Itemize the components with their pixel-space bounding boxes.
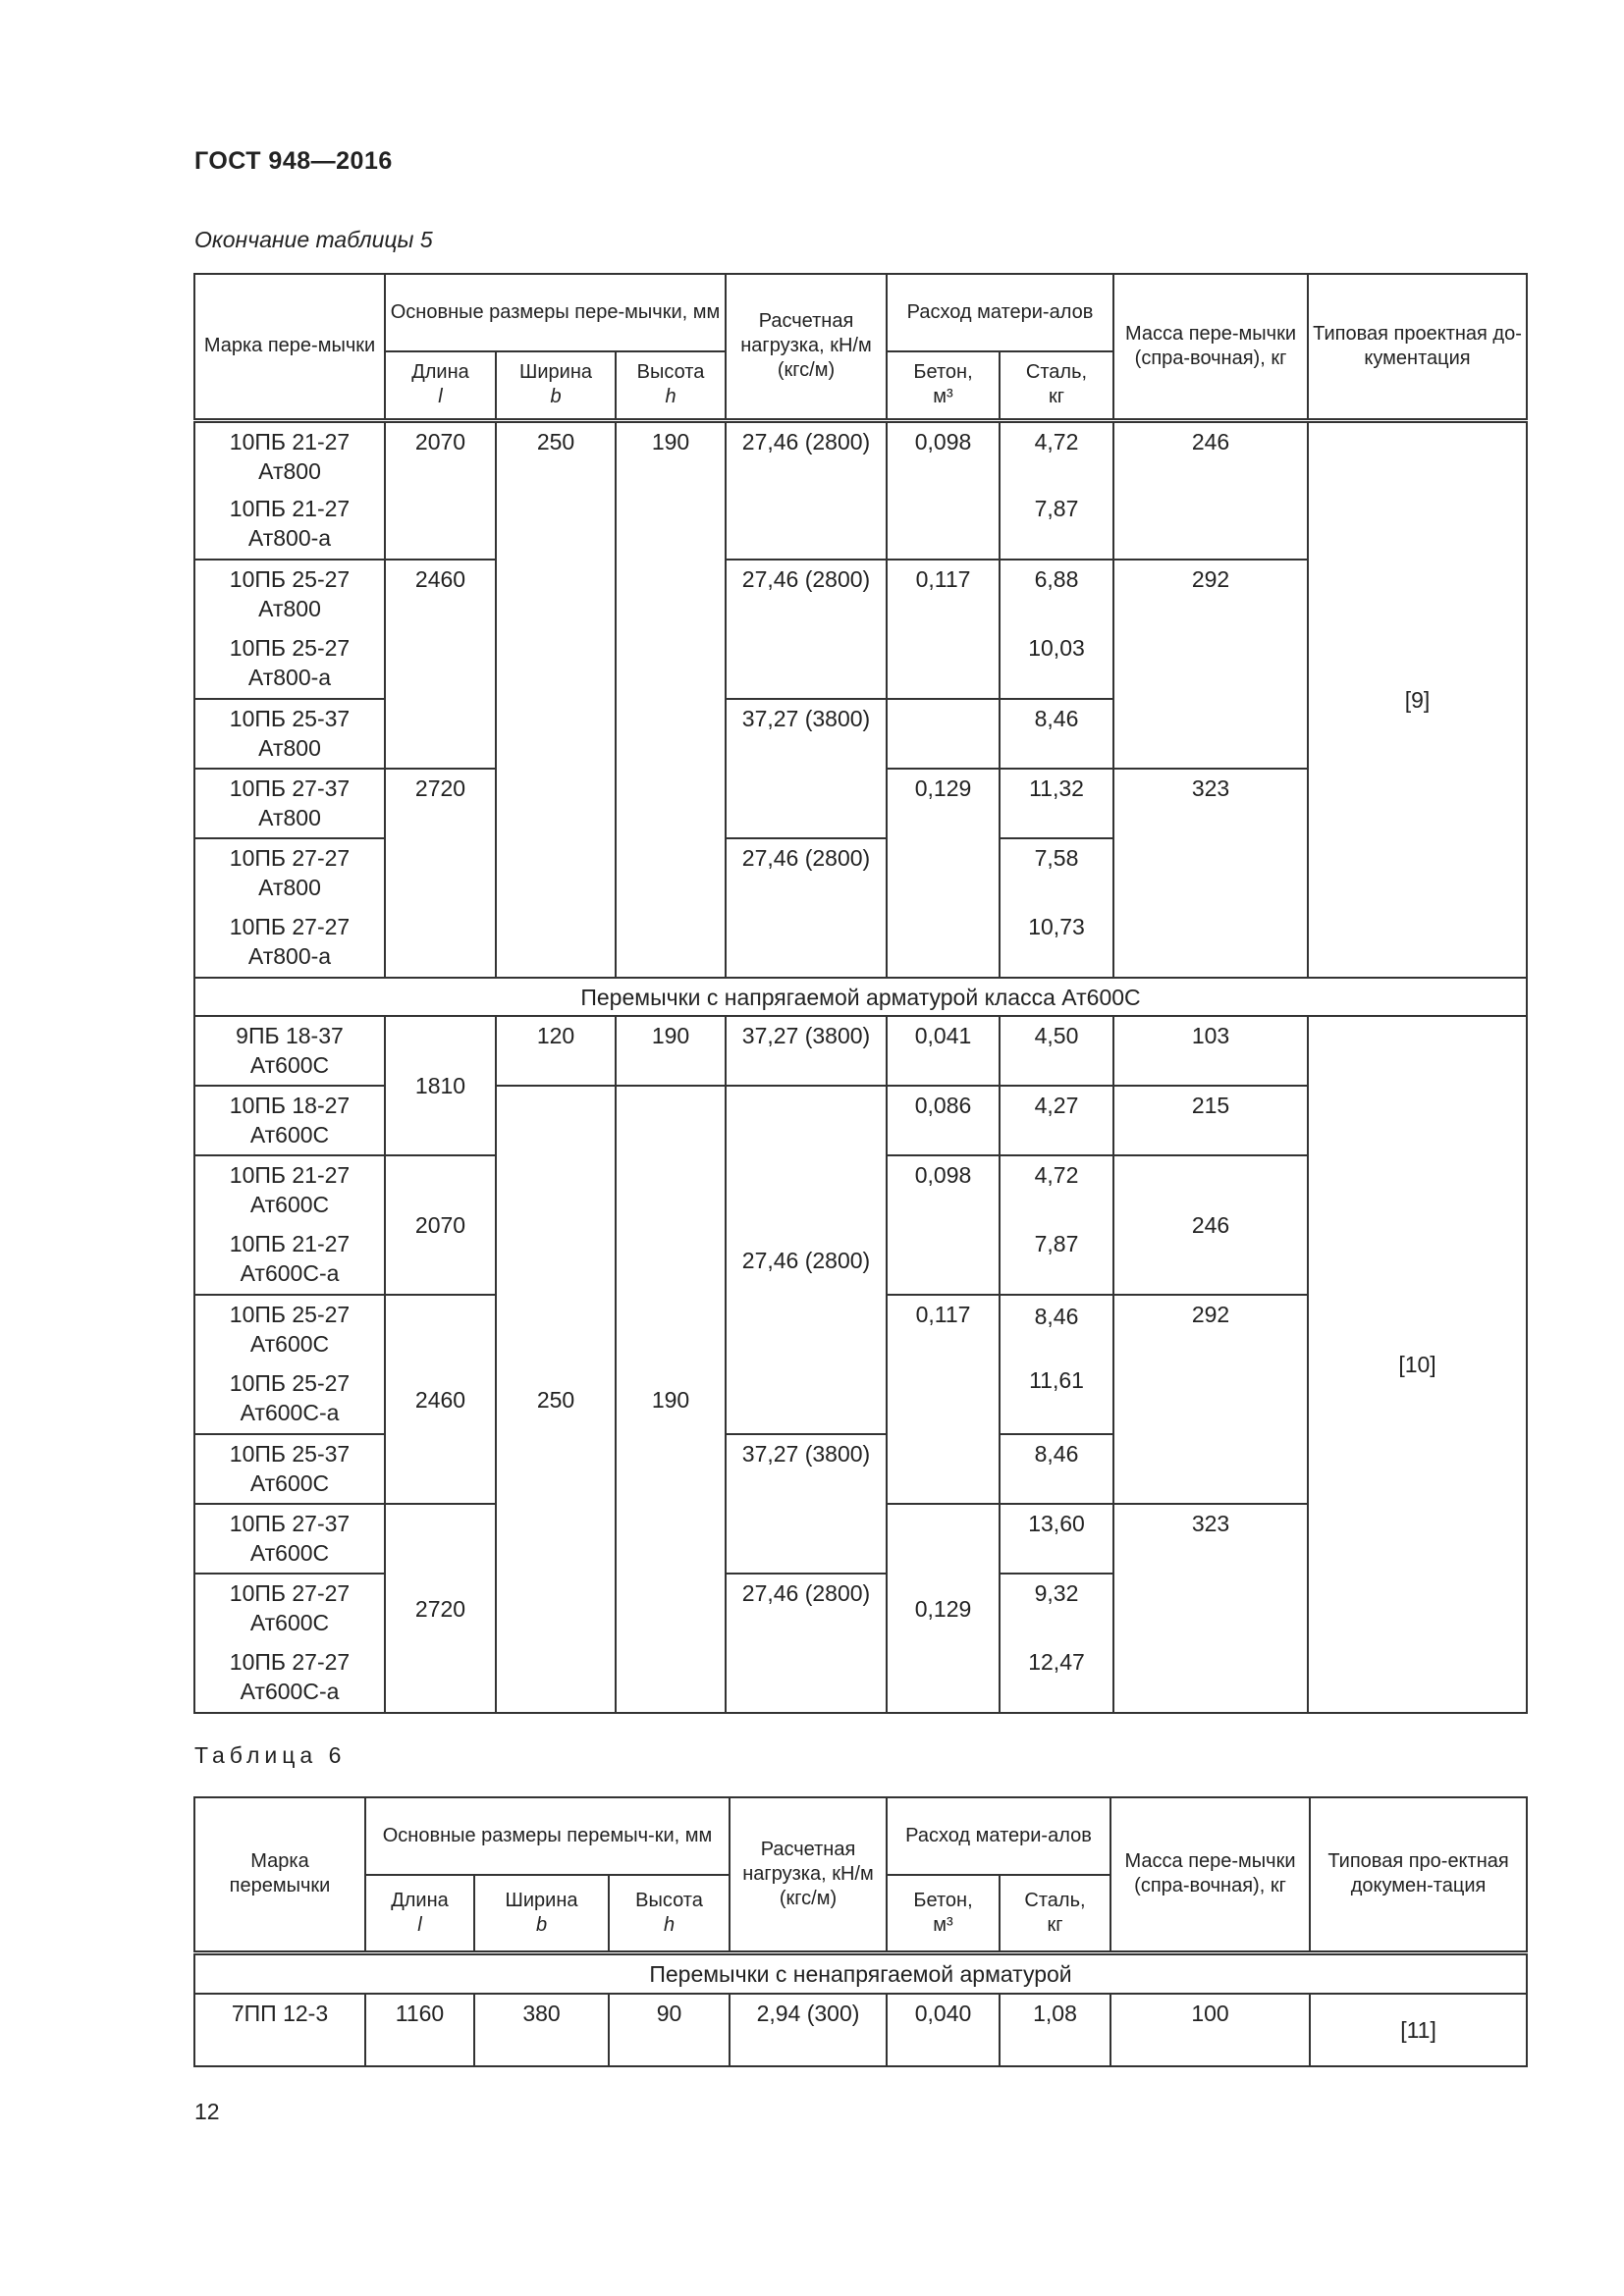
col-steel-header: Сталь, кг: [1000, 351, 1113, 420]
table-cell-load: 27,46 (2800): [726, 838, 887, 978]
table-cell-mass: 323: [1113, 769, 1308, 978]
page-number: 12: [194, 2099, 220, 2124]
table-cell-mark: 10ПБ 25-37 Ат600С: [194, 1434, 385, 1504]
col-mass-header: Масса пере-мычки (спра-вочная), кг: [1110, 1797, 1310, 1952]
table-cell-steel: 4,72: [1000, 420, 1113, 490]
table-cell-length: 2070: [385, 420, 496, 560]
table-cell-mass: 103: [1113, 1016, 1308, 1086]
table-cell-length: 2720: [385, 769, 496, 978]
table-cell-steel: 7,87: [1000, 490, 1113, 560]
table-cell-length: 2720: [385, 1504, 496, 1713]
col-steel-header: Сталь, кг: [1000, 1875, 1110, 1952]
table-cell-steel: 8,46: [1000, 699, 1113, 769]
table-cell-mark: 10ПБ 25-37 Ат800: [194, 699, 385, 769]
table-cell-mass: 246: [1113, 420, 1308, 560]
document-header: ГОСТ 948—2016: [194, 147, 393, 175]
table-cell-mass: 292: [1113, 1295, 1308, 1504]
section-title-at600: Перемычки с напрягаемой арматурой класса Ат600С: [194, 978, 1527, 1016]
table-cell-mass: 323: [1113, 1504, 1308, 1713]
table-cell-length: 1160: [365, 1994, 474, 2066]
table-cell-mark: 10ПБ 25-27 Ат800-а: [194, 629, 385, 699]
col-width-header: Ширина b: [496, 351, 616, 420]
table-cell-concrete: 0,129: [887, 1504, 1000, 1713]
table-cell-mass: 100: [1110, 1994, 1310, 2066]
table-cell-mark: 10ПБ 25-27 Ат600С: [194, 1295, 385, 1364]
col-mark-header: Марка пере-мычки: [194, 274, 385, 420]
col-height-header: Высота h: [616, 351, 726, 420]
table-cell-load: 37,27 (3800): [726, 1016, 887, 1086]
table-cell-doc: [9]: [1308, 420, 1527, 978]
table-cell-steel: 7,87: [1000, 1225, 1113, 1295]
table-cell-concrete: 0,041: [887, 1016, 1000, 1086]
table-cell-steel: 8,46 11,61: [1000, 1364, 1113, 1434]
table-cell-load: 37,27 (3800): [726, 699, 887, 838]
table-cell-height: 190: [616, 1086, 726, 1713]
table-cell-concrete: 0,129: [887, 769, 1000, 978]
table-cell-load: 2,94 (300): [730, 1994, 887, 2066]
table-cell-steel: 4,72: [1000, 1155, 1113, 1225]
table-cell-concrete: 0,098: [887, 1155, 1000, 1295]
col-dims-header: Основные размеры перемыч-ки, мм: [365, 1797, 730, 1875]
table-cell-steel: 1,08: [1000, 1994, 1110, 2066]
col-concrete-header: Бетон, м³: [887, 1875, 1000, 1952]
table-cell-width: 120: [496, 1016, 616, 1086]
table-6: [193, 1796, 1528, 2067]
table-cell-mark: 10ПБ 21-27 Ат600С: [194, 1155, 385, 1225]
table-cell-doc: [10]: [1308, 1016, 1527, 1713]
table-cell-steel: 8,46: [1000, 1434, 1113, 1504]
table-cell-load: 27,46 (2800): [726, 420, 887, 560]
col-length-header: Длина l: [365, 1875, 474, 1952]
col-load-header: Расчетная нагрузка, кН/м (кгс/м): [730, 1797, 887, 1952]
table-cell-width: 250: [496, 420, 616, 978]
table-cell-steel: 13,60: [1000, 1504, 1113, 1574]
table-cell-concrete: 0,086: [887, 1086, 1000, 1155]
table-cell-steel: 4,27: [1000, 1086, 1113, 1155]
table-cell-concrete: 0,117: [887, 1295, 1000, 1504]
col-doc-header: Типовая про-ектная докумен-тация: [1310, 1797, 1527, 1952]
table-cell-mark: 10ПБ 21-27 Ат800: [194, 420, 385, 490]
table-cell-load: 37,27 (3800): [726, 1434, 887, 1574]
table-cell-steel: 10,73: [1000, 908, 1113, 978]
table-cell-height: 190: [616, 420, 726, 978]
table-5: [193, 273, 1528, 1714]
col-mark-header: Марка перемычки: [194, 1797, 365, 1952]
table-cell-steel: 7,58: [1000, 838, 1113, 908]
table-cell-mark: 10ПБ 27-27 Ат600С-а: [194, 1643, 385, 1713]
table5-caption: Окончание таблицы 5: [194, 227, 433, 252]
table-cell-load: 27,46 (2800): [726, 560, 887, 699]
table-cell-mark: 10ПБ 27-37 Ат600С: [194, 1504, 385, 1574]
table-cell-height: 190: [616, 1016, 726, 1086]
col-load-header: Расчетная нагрузка, кН/м (кгс/м): [726, 274, 887, 420]
col-width-header: Ширина b: [474, 1875, 609, 1952]
table-cell-mark: 10ПБ 25-27 Ат600С-а: [194, 1364, 385, 1434]
col-concrete-header: Бетон, м³: [887, 351, 1000, 420]
table-cell-width: 250: [496, 1086, 616, 1713]
table-cell-mark: 10ПБ 25-27 Ат800: [194, 560, 385, 629]
table-cell-length: 1810: [385, 1016, 496, 1155]
table-cell-mark: 10ПБ 27-27 Ат800: [194, 838, 385, 908]
col-materials-header: Расход матери-алов: [887, 274, 1113, 351]
table-cell-length: 2460: [385, 1295, 496, 1504]
table-cell-steel: 9,32: [1000, 1574, 1113, 1643]
table-cell-mark: 10ПБ 27-27 Ат800-а: [194, 908, 385, 978]
table-cell-mass: 292: [1113, 560, 1308, 769]
table-cell-steel: 11,32: [1000, 769, 1113, 838]
col-length-header: Длина l: [385, 351, 496, 420]
table-cell-length: 2460: [385, 560, 496, 769]
table-cell-mark: 10ПБ 21-27 Ат600С-а: [194, 1225, 385, 1295]
col-materials-header: Расход матери-алов: [887, 1797, 1110, 1875]
table-cell-mark: 10ПБ 18-27 Ат600С: [194, 1086, 385, 1155]
table-cell-concrete: 0,117: [887, 560, 1000, 699]
table-cell-concrete: 0,040: [887, 1994, 1000, 2066]
table-cell-height: 90: [609, 1994, 730, 2066]
col-dims-header: Основные размеры пере-мычки, мм: [385, 274, 726, 351]
table-cell-load: 27,46 (2800): [726, 1574, 887, 1713]
table-cell-mark: 9ПБ 18-37 Ат600С: [194, 1016, 385, 1086]
table-cell-mark: 10ПБ 21-27 Ат800-а: [194, 490, 385, 560]
table-cell-concrete: [887, 699, 1000, 769]
table-cell-steel: 6,88: [1000, 560, 1113, 629]
table-cell-mark: 10ПБ 27-27 Ат600С: [194, 1574, 385, 1643]
col-doc-header: Типовая проектная до-кументация: [1308, 274, 1527, 420]
table-cell-mass: 215: [1113, 1086, 1308, 1155]
table-cell-doc: [11]: [1310, 1994, 1527, 2066]
table6-caption: Таблица 6: [194, 1742, 347, 1768]
section-title-non-prestressed: Перемычки с ненапрягаемой арматурой: [194, 1952, 1527, 1994]
table-cell-steel: 12,47: [1000, 1643, 1113, 1713]
table-cell-length: 2070: [385, 1155, 496, 1295]
table-cell-width: 380: [474, 1994, 609, 2066]
table-cell-steel: 10,03: [1000, 629, 1113, 699]
table-cell-load: 27,46 (2800): [726, 1086, 887, 1434]
col-height-header: Высота h: [609, 1875, 730, 1952]
table-cell-mark: 7ПП 12-3: [194, 1994, 365, 2066]
table-cell-mark: 10ПБ 27-37 Ат800: [194, 769, 385, 838]
table-cell-mass: 246: [1113, 1155, 1308, 1295]
table-cell-concrete: 0,098: [887, 420, 1000, 560]
table-cell-steel: 4,50: [1000, 1016, 1113, 1086]
col-mass-header: Масса пере-мычки (спра-вочная), кг: [1113, 274, 1308, 420]
